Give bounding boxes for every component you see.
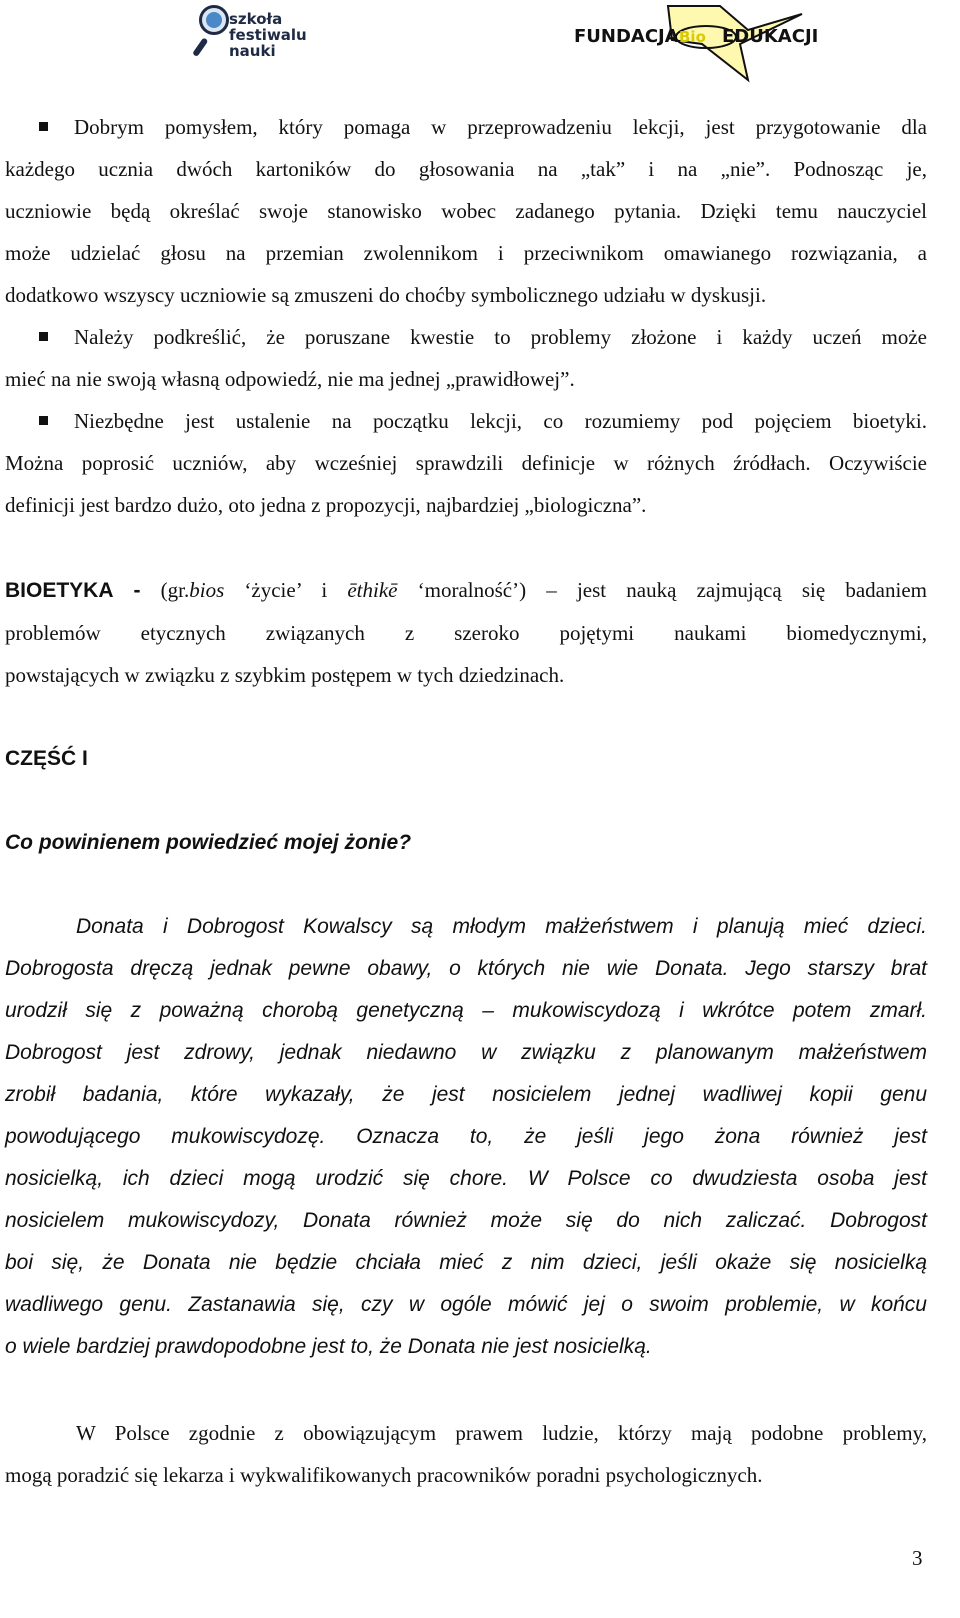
logo-right-edukacji: EDUKACJI [722,26,819,47]
closing-line2: mogą poradzić się lekarza i wykwalifikowanych pracowników poradni psychologicznych. [5,1463,763,1487]
definition-term: BIOETYKA - [5,579,141,602]
page-number: 3 [912,1546,923,1570]
tip-paragraph-3 [5,400,927,526]
tip-paragraph-2 [5,316,927,400]
bullet-square-icon [39,122,48,131]
tip1-line2: każdego ucznia dwóch kartoników do głosowania na „tak” i na „nie”. Podnosząc je, [5,157,927,181]
story-line4: Dobrogost jest zdrowy, jednak niedawno w związku z planowanym małżeństwem [5,1041,927,1064]
tip3-line3: definicji jest bardzo dużo, oto jedna z propozycji, najbardziej „biologiczna”. [5,493,647,517]
logo-left-line1: szkoła [229,10,283,28]
definition-line3: powstających w związku z szybkim postępem w tych dziedzinach. [5,663,565,687]
story-line2: Dobrogosta dręczą jednak pewne obawy, o których nie wie Donata. Jego starszy brat [5,957,927,980]
szkola-festiwalu-nauki-logo [183,0,307,76]
story-line6: powodującego mukowiscydozę. Oznacza to, że jeśli jego żona również jest [5,1125,927,1148]
logo-right-fundacja: FUNDACJA [574,26,679,47]
bullet-square-icon [39,332,48,341]
story-line1: Donata i Dobrogost Kowalscy są młodym małżeństwem i planują mieć dzieci. [76,915,927,938]
story-line10: wadliwego genu. Zastanawia się, czy w ogóle mówić jej o swoim problemie, w końcu [5,1293,927,1316]
tip3-line1: Niezbędne jest ustalenie na początku lekcji, co rozumiemy pod pojęciem bioetyki. [74,409,927,433]
term-ethike: ēthikē [347,578,398,602]
tip1-line1: Dobrym pomysłem, który pomaga w przeprowadzeniu lekcji, jest przygotowanie dla [74,115,927,139]
story-line3: urodził się z poważną chorobą genetyczną – mukowiscydozą i wkrótce potem zmarł. [5,999,927,1022]
story-line8: nosicielem mukowiscydozy, Donata również może się do nich zaliczać. Dobrogost [5,1209,927,1232]
tip3-line2: Można poprosić uczniów, aby wcześniej sprawdzili definicje w różnych źródłach. Oczywiście [5,451,927,475]
tip-paragraph-1 [5,106,927,316]
closing-line1: W Polsce zgodnie z obowiązującym prawem ludzie, którzy mają podobne problemy, [76,1421,927,1445]
case-title: Co powinienem powiedzieć mojej żonie? [5,831,412,854]
tip2-line1: Należy podkreślić, że poruszane kwestie to problemy złożone i każdy uczeń może [74,325,927,349]
bullet-square-icon [39,416,48,425]
definition-line2: problemów etycznych związanych z szeroko pojętymi naukami biomedycznymi, [5,621,927,645]
story-line5: zrobił badania, które wykazały, że jest nosicielem jednej wadliwej kopii genu [5,1083,927,1106]
tip1-line3: uczniowie będą określać swoje stanowisko wobec zadanego pytania. Dzięki temu nauczyciel [5,199,927,223]
case-story [5,906,927,1368]
story-line7: nosicielką, ich dzieci mogą urodzić się chore. W Polsce co dwudziesta osoba jest [5,1167,927,1190]
story-line9: boi się, że Donata nie będzie chciała mieć z nim dzieci, jeśli okaże się nosicielką [5,1251,927,1274]
bioethics-definition: BIOETYKA - (gr.bios ‘życie’ i ēthikē ‘moralność’) – jest nauką zajmującą się badaniem problemów etycznych związanych z szeroko pojętymi naukami biomedycznymi, powstających w związku z szybkim postępem w tych dziedzinach. [5,569,927,696]
magnifier-icon [199,5,229,35]
tip2-line2: mieć na nie swoją własną odpowiedź, nie ma jednej „prawidłowej”. [5,367,575,391]
logo-left-line3: nauki [229,42,276,60]
story-line11: o wiele bardziej prawdopodobne jest to, że Donata nie jest nosicielką. [5,1335,652,1358]
term-bios: bios [189,578,225,602]
tip1-line4: może udzielać głosu na przemian zwolennikom i przeciwnikom omawianego rozwiązania, a [5,241,927,265]
fundacja-bioedukacji-logo [570,0,820,85]
section-heading: CZĘŚĆ I [5,747,88,770]
logo-right-bio: Bio [679,28,706,46]
logo-left-line2: festiwalu [229,26,307,44]
closing-paragraph [5,1412,927,1496]
tip1-line5: dodatkowo wszyscy uczniowie są zmuszeni do choćby symbolicznego udziału w dyskusji. [5,283,767,307]
